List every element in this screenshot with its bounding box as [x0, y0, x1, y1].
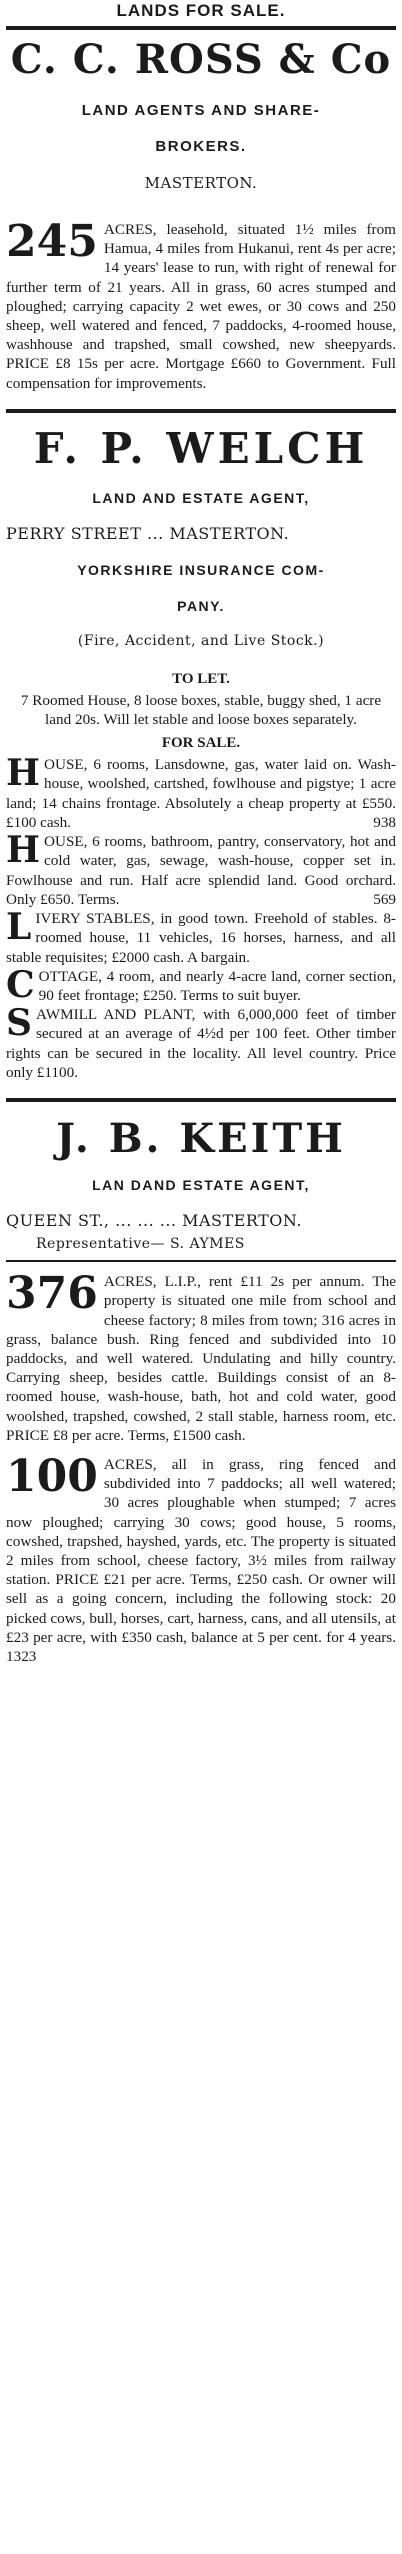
welch-listing-house-bathroom	[6, 832, 396, 909]
keith-listing-number: 376	[6, 1268, 98, 1320]
ross-subtitle-1: LAND AGENTS AND SHARE-	[81, 102, 321, 119]
welch-listing-cottage	[6, 967, 396, 1005]
listing-ref: 938	[373, 814, 396, 832]
divider-1	[6, 409, 396, 413]
welch-listing-sawmill	[6, 1005, 396, 1082]
to-let-heading: TO LET.	[172, 670, 230, 687]
ross-firm-name: C. C. ROSS & Co	[10, 36, 392, 83]
welch-insurance-1: YORKSHIRE INSURANCE COM-	[77, 561, 325, 578]
newspaper-column	[6, 0, 396, 1666]
keith-listing-100	[6, 1450, 396, 1666]
top-rule	[6, 26, 396, 30]
ross-listing-number: 245	[6, 216, 98, 267]
listing-text: IVERY STABLES, in good town. Freehold of stables. 8-roomed house, 11 vehicles, 16 horses, harness, and all stable requisites; £2000 cash. A bargain.	[6, 910, 396, 966]
dropcap: S	[6, 1005, 32, 1045]
ross-subtitle-2: BROKERS.	[155, 138, 247, 155]
dropcap: H	[6, 832, 41, 872]
welch-address: PERRY STREET ... MASTERTON.	[6, 523, 290, 543]
keith-listing-text: ACRES, all in grass, ring fenced and subdivided into 7 paddocks; all well watered; 30 acres ploughable when stumped; 7 acres now ploughed; carrying 30 cows; good house, 5 rooms, cowshed, trapshed, hayshed, yards, etc. The property is situated 2 miles from school, cheese factory, 3½ miles from railway station. PRICE £21 per acre. Terms, £250 cash. Or owner will sell as a going concern, including the following stock: 20 picked cows, bull, horses, cart, harness, cans, and all utensils, at £23 per acre, with £350 cash, balance at 5 per cent. for 4 years. 1323	[6, 1455, 396, 1665]
welch-listings	[6, 755, 396, 1082]
keith-address: QUEEN ST., ... ... ... MASTERTON.	[6, 1211, 302, 1231]
listing-text: AWMILL AND PLANT, with 6,000,000 feet of timber secured at an average of 4½d per 100 feet. Other timber rights can be secured in the locality. All level country. Price only £1100.	[6, 1006, 396, 1081]
ross-listing-text: ACRES, leasehold, situated 1½ miles from Hamua, 4 miles from Hukanui, rent 4s per acre; 14 years' lease to run, with right of renewal for further term of 21 years. All in grass, 60 acres stumped and ploughed; carrying capacity 2 wet ewes, or 30 cows and 250 sheep, well watered and fenced, 7 paddocks, 4-roomed house, washhouse and trapshed, small cowshed, new sheepyards. PRICE £8 15s per acre. Mortgage £660 to Government. Full compensation for improvements.	[6, 221, 396, 392]
lands-for-sale-heading: LANDS FOR SALE.	[116, 1, 286, 20]
keith-listing-text: ACRES, L.I.P., rent £11 2s per annum. The property is situated one mile from school and cheese factory; 8 miles from town; 316 acres in grass, balance bush. Ring fenced and subdivided into 10 paddocks, and well watered. Undulating and hilly country. Carrying sheep, besides cattle. Buildings consist of an 8-roomed house, wash-house, bath, hot and cold water, good woolshed, trapshed, cowshed, 2 stall stable, harness room, etc. PRICE £8 per acre. Terms, £1500 cash.	[6, 1273, 396, 1444]
welch-insurance-2: PANY.	[177, 597, 225, 614]
welch-listing-house-lansdowne	[6, 755, 396, 832]
keith-representative: Representative— S. AYMES	[36, 1236, 245, 1253]
divider-2	[6, 1098, 396, 1102]
keith-listing-376	[6, 1268, 396, 1445]
welch-listing-livery-stables	[6, 909, 396, 967]
welch-insurance-3: (Fire, Accident, and Live Stock.)	[77, 632, 325, 649]
dropcap: L	[6, 909, 32, 949]
for-sale-heading: FOR SALE.	[161, 735, 241, 752]
keith-rule	[6, 1260, 396, 1262]
listing-text: OUSE, 6 rooms, bathroom, pantry, conservatory, hot and cold water, gas, sewage, wash-house, copper set in. Fowlhouse and run. Half acre splendid land. Good orchard. Only £650. Terms.	[6, 833, 396, 908]
ross-advert	[6, 0, 396, 393]
keith-firm-name: J. B. KEITH	[56, 1115, 346, 1163]
ross-location: MASTERTON.	[144, 174, 258, 192]
welch-subtitle: LAND AND ESTATE AGENT,	[92, 489, 310, 506]
welch-firm-name: F. P. WELCH	[33, 423, 369, 473]
dropcap: C	[6, 966, 35, 1006]
listing-ref: 569	[373, 891, 396, 909]
keith-listing-number: 100	[6, 1450, 98, 1502]
listing-text: OUSE, 6 rooms, Lansdowne, gas, water laid on. Wash-house, woolshed, cartshed, fowlhouse and pigstye; 1 acre land; 14 chains frontage. Absolutely a cheap property at £550. £100 cash.	[6, 756, 396, 831]
dropcap: H	[6, 755, 41, 795]
to-let-text: 7 Roomed House, 8 loose boxes, stable, buggy shed, 1 acre land 20s. Will let stable and loose boxes separately.	[20, 691, 382, 729]
listing-text: OTTAGE, 4 room, and nearly 4-acre land, corner section, 90 feet frontage; £250. Terms to suit buyer.	[38, 967, 396, 1005]
keith-subtitle: LAN DAND ESTATE AGENT,	[92, 1177, 310, 1194]
keith-advert	[6, 1114, 396, 1666]
welch-advert	[6, 423, 396, 1082]
ross-listing	[6, 216, 396, 393]
